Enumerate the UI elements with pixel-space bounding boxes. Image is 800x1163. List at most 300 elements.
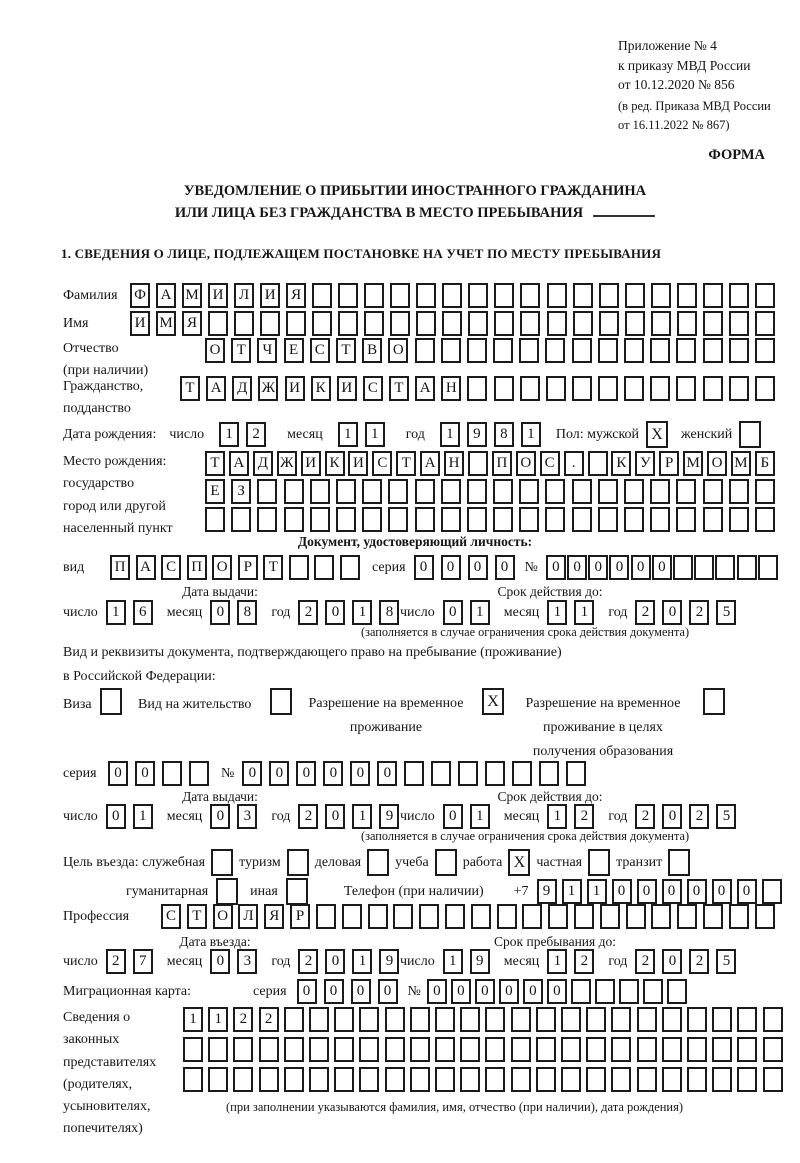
char-cell[interactable] <box>419 904 439 929</box>
char-cell[interactable] <box>561 1037 581 1062</box>
checkbox-cell[interactable] <box>100 688 122 715</box>
char-cell[interactable] <box>755 479 775 504</box>
char-cell[interactable] <box>208 311 228 336</box>
char-cell[interactable] <box>729 338 749 363</box>
char-cell[interactable] <box>536 1037 556 1062</box>
char-cell[interactable] <box>284 479 304 504</box>
char-cell[interactable]: 0 <box>468 555 488 580</box>
char-cell[interactable] <box>755 904 775 929</box>
char-cell[interactable]: П <box>187 555 207 580</box>
char-cell[interactable]: 0 <box>451 979 471 1004</box>
char-cell[interactable]: О <box>388 338 408 363</box>
char-cell[interactable]: 0 <box>106 804 126 829</box>
char-cell[interactable]: О <box>213 904 233 929</box>
char-cell[interactable]: М <box>156 311 176 336</box>
char-cell[interactable] <box>547 283 567 308</box>
char-cell[interactable]: 1 <box>352 600 372 625</box>
char-cell[interactable] <box>385 1067 405 1092</box>
char-cell[interactable] <box>416 311 436 336</box>
char-cell[interactable]: 0 <box>495 555 515 580</box>
char-cell[interactable]: 0 <box>637 879 657 904</box>
char-cell[interactable]: 0 <box>210 804 230 829</box>
char-cell[interactable]: 0 <box>588 555 608 580</box>
char-cell[interactable]: О <box>707 451 727 476</box>
char-cell[interactable] <box>650 507 670 532</box>
char-cell[interactable]: С <box>161 904 181 929</box>
char-cell[interactable]: С <box>161 555 181 580</box>
char-cell[interactable]: Е <box>284 338 304 363</box>
char-cell[interactable] <box>415 507 435 532</box>
char-cell[interactable]: 5 <box>716 949 736 974</box>
char-cell[interactable] <box>687 1037 707 1062</box>
char-cell[interactable]: У <box>635 451 655 476</box>
char-cell[interactable] <box>189 761 209 786</box>
char-cell[interactable] <box>737 1007 757 1032</box>
char-cell[interactable] <box>572 376 592 401</box>
char-cell[interactable] <box>673 555 693 580</box>
char-cell[interactable] <box>362 479 382 504</box>
char-cell[interactable] <box>485 1007 505 1032</box>
char-cell[interactable]: 1 <box>352 804 372 829</box>
char-cell[interactable] <box>755 283 775 308</box>
char-cell[interactable] <box>561 1067 581 1092</box>
char-cell[interactable]: 0 <box>325 804 345 829</box>
char-cell[interactable] <box>703 904 723 929</box>
char-cell[interactable] <box>737 555 757 580</box>
char-cell[interactable] <box>460 1007 480 1032</box>
char-cell[interactable] <box>467 376 487 401</box>
char-cell[interactable]: 2 <box>689 949 709 974</box>
char-cell[interactable] <box>467 507 487 532</box>
char-cell[interactable] <box>588 451 608 476</box>
char-cell[interactable] <box>368 904 388 929</box>
char-cell[interactable]: 5 <box>716 804 736 829</box>
char-cell[interactable] <box>703 507 723 532</box>
char-cell[interactable]: Н <box>444 451 464 476</box>
char-cell[interactable]: 0 <box>414 555 434 580</box>
char-cell[interactable] <box>729 311 749 336</box>
char-cell[interactable] <box>650 479 670 504</box>
char-cell[interactable]: 9 <box>379 949 399 974</box>
char-cell[interactable] <box>410 1067 430 1092</box>
char-cell[interactable] <box>547 311 567 336</box>
char-cell[interactable] <box>415 479 435 504</box>
checkbox-cell[interactable] <box>367 849 389 876</box>
char-cell[interactable] <box>762 879 782 904</box>
char-cell[interactable]: 1 <box>133 804 153 829</box>
char-cell[interactable] <box>259 1037 279 1062</box>
char-cell[interactable] <box>336 479 356 504</box>
char-cell[interactable]: Т <box>205 451 225 476</box>
char-cell[interactable] <box>694 555 714 580</box>
char-cell[interactable] <box>703 283 723 308</box>
char-cell[interactable] <box>729 507 749 532</box>
char-cell[interactable] <box>677 283 697 308</box>
char-cell[interactable] <box>703 376 723 401</box>
char-cell[interactable]: 5 <box>716 600 736 625</box>
char-cell[interactable] <box>611 1007 631 1032</box>
char-cell[interactable] <box>314 555 334 580</box>
char-cell[interactable] <box>676 507 696 532</box>
char-cell[interactable]: 1 <box>547 804 567 829</box>
char-cell[interactable] <box>586 1007 606 1032</box>
char-cell[interactable]: Т <box>396 451 416 476</box>
char-cell[interactable]: 0 <box>350 761 370 786</box>
char-cell[interactable]: 0 <box>443 600 463 625</box>
char-cell[interactable]: 2 <box>259 1007 279 1032</box>
checkbox-cell[interactable] <box>668 849 690 876</box>
char-cell[interactable]: И <box>301 451 321 476</box>
char-cell[interactable] <box>385 1007 405 1032</box>
char-cell[interactable] <box>729 376 749 401</box>
char-cell[interactable]: 2 <box>635 804 655 829</box>
char-cell[interactable] <box>467 338 487 363</box>
char-cell[interactable] <box>390 311 410 336</box>
char-cell[interactable]: С <box>310 338 330 363</box>
char-cell[interactable] <box>598 376 618 401</box>
char-cell[interactable]: 0 <box>662 600 682 625</box>
char-cell[interactable] <box>651 311 671 336</box>
char-cell[interactable]: Т <box>389 376 409 401</box>
char-cell[interactable]: 0 <box>712 879 732 904</box>
char-cell[interactable] <box>715 555 735 580</box>
char-cell[interactable]: 0 <box>323 761 343 786</box>
char-cell[interactable] <box>519 338 539 363</box>
char-cell[interactable]: 0 <box>325 600 345 625</box>
char-cell[interactable] <box>289 555 309 580</box>
char-cell[interactable] <box>512 761 532 786</box>
checkbox-cell[interactable] <box>287 849 309 876</box>
char-cell[interactable]: Т <box>263 555 283 580</box>
char-cell[interactable] <box>431 761 451 786</box>
char-cell[interactable] <box>598 338 618 363</box>
char-cell[interactable] <box>637 1007 657 1032</box>
char-cell[interactable] <box>626 904 646 929</box>
char-cell[interactable] <box>336 507 356 532</box>
char-cell[interactable] <box>651 283 671 308</box>
char-cell[interactable] <box>415 338 435 363</box>
char-cell[interactable]: 1 <box>208 1007 228 1032</box>
char-cell[interactable] <box>536 1007 556 1032</box>
char-cell[interactable]: Т <box>187 904 207 929</box>
char-cell[interactable]: 1 <box>547 600 567 625</box>
char-cell[interactable]: 2 <box>233 1007 253 1032</box>
char-cell[interactable] <box>676 338 696 363</box>
char-cell[interactable]: А <box>420 451 440 476</box>
char-cell[interactable] <box>624 507 644 532</box>
char-cell[interactable]: А <box>229 451 249 476</box>
char-cell[interactable]: . <box>564 451 584 476</box>
char-cell[interactable] <box>703 311 723 336</box>
char-cell[interactable] <box>334 1007 354 1032</box>
checkbox-cell[interactable] <box>211 849 233 876</box>
char-cell[interactable] <box>388 507 408 532</box>
char-cell[interactable]: 9 <box>470 949 490 974</box>
checkbox-cell[interactable] <box>739 421 761 448</box>
char-cell[interactable] <box>442 311 462 336</box>
char-cell[interactable]: 2 <box>298 600 318 625</box>
char-cell[interactable] <box>546 376 566 401</box>
char-cell[interactable]: 0 <box>427 979 447 1004</box>
char-cell[interactable] <box>571 979 591 1004</box>
char-cell[interactable]: К <box>311 376 331 401</box>
checkbox-cell[interactable] <box>435 849 457 876</box>
char-cell[interactable] <box>385 1037 405 1062</box>
char-cell[interactable] <box>183 1037 203 1062</box>
char-cell[interactable]: 8 <box>237 600 257 625</box>
char-cell[interactable]: 1 <box>470 600 490 625</box>
char-cell[interactable] <box>441 338 461 363</box>
char-cell[interactable] <box>493 338 513 363</box>
char-cell[interactable]: 0 <box>443 804 463 829</box>
char-cell[interactable] <box>662 1007 682 1032</box>
char-cell[interactable]: 3 <box>237 804 257 829</box>
checkbox-cell[interactable] <box>588 849 610 876</box>
char-cell[interactable]: 0 <box>652 555 672 580</box>
char-cell[interactable]: 1 <box>183 1007 203 1032</box>
char-cell[interactable] <box>284 507 304 532</box>
char-cell[interactable]: Я <box>182 311 202 336</box>
char-cell[interactable]: 0 <box>547 979 567 1004</box>
char-cell[interactable]: 0 <box>324 979 344 1004</box>
char-cell[interactable]: 2 <box>635 949 655 974</box>
char-cell[interactable]: 1 <box>443 949 463 974</box>
char-cell[interactable] <box>208 1037 228 1062</box>
char-cell[interactable] <box>410 1037 430 1062</box>
char-cell[interactable] <box>573 283 593 308</box>
char-cell[interactable]: 0 <box>609 555 629 580</box>
char-cell[interactable] <box>624 376 644 401</box>
char-cell[interactable] <box>364 311 384 336</box>
char-cell[interactable] <box>442 283 462 308</box>
char-cell[interactable] <box>637 1037 657 1062</box>
char-cell[interactable] <box>703 338 723 363</box>
char-cell[interactable] <box>599 311 619 336</box>
char-cell[interactable]: 0 <box>210 600 230 625</box>
char-cell[interactable]: 0 <box>441 555 461 580</box>
char-cell[interactable]: И <box>130 311 150 336</box>
char-cell[interactable] <box>755 507 775 532</box>
char-cell[interactable]: О <box>516 451 536 476</box>
char-cell[interactable]: О <box>212 555 232 580</box>
char-cell[interactable] <box>467 479 487 504</box>
char-cell[interactable] <box>493 479 513 504</box>
char-cell[interactable] <box>712 1037 732 1062</box>
char-cell[interactable] <box>598 479 618 504</box>
char-cell[interactable] <box>763 1007 783 1032</box>
char-cell[interactable] <box>334 1067 354 1092</box>
char-cell[interactable] <box>404 761 424 786</box>
char-cell[interactable]: 0 <box>135 761 155 786</box>
char-cell[interactable] <box>233 1037 253 1062</box>
char-cell[interactable]: Р <box>659 451 679 476</box>
char-cell[interactable] <box>520 376 540 401</box>
char-cell[interactable]: 2 <box>574 949 594 974</box>
char-cell[interactable] <box>362 507 382 532</box>
char-cell[interactable] <box>260 311 280 336</box>
char-cell[interactable]: Я <box>264 904 284 929</box>
char-cell[interactable] <box>342 904 362 929</box>
checkbox-cell[interactable] <box>216 878 238 905</box>
char-cell[interactable] <box>511 1007 531 1032</box>
char-cell[interactable]: 2 <box>689 600 709 625</box>
char-cell[interactable] <box>162 761 182 786</box>
char-cell[interactable] <box>468 451 488 476</box>
char-cell[interactable] <box>338 311 358 336</box>
char-cell[interactable] <box>755 376 775 401</box>
char-cell[interactable]: 1 <box>352 949 372 974</box>
char-cell[interactable] <box>410 1007 430 1032</box>
char-cell[interactable]: 0 <box>242 761 262 786</box>
char-cell[interactable]: 2 <box>574 804 594 829</box>
char-cell[interactable] <box>650 376 670 401</box>
checkbox-cell[interactable] <box>270 688 292 715</box>
char-cell[interactable]: 0 <box>567 555 587 580</box>
char-cell[interactable] <box>566 761 586 786</box>
char-cell[interactable]: 6 <box>133 600 153 625</box>
char-cell[interactable]: 0 <box>523 979 543 1004</box>
char-cell[interactable]: К <box>325 451 345 476</box>
char-cell[interactable] <box>729 283 749 308</box>
char-cell[interactable]: 1 <box>574 600 594 625</box>
char-cell[interactable]: Д <box>253 451 273 476</box>
char-cell[interactable]: 0 <box>377 761 397 786</box>
char-cell[interactable]: Б <box>755 451 775 476</box>
char-cell[interactable] <box>435 1067 455 1092</box>
char-cell[interactable] <box>458 761 478 786</box>
char-cell[interactable]: 1 <box>562 879 582 904</box>
char-cell[interactable]: 0 <box>297 979 317 1004</box>
char-cell[interactable] <box>284 1007 304 1032</box>
char-cell[interactable] <box>468 311 488 336</box>
char-cell[interactable] <box>494 376 514 401</box>
char-cell[interactable] <box>338 283 358 308</box>
char-cell[interactable] <box>388 479 408 504</box>
char-cell[interactable] <box>619 979 639 1004</box>
char-cell[interactable] <box>586 1037 606 1062</box>
char-cell[interactable] <box>310 507 330 532</box>
char-cell[interactable] <box>545 507 565 532</box>
char-cell[interactable] <box>359 1037 379 1062</box>
char-cell[interactable] <box>763 1037 783 1062</box>
char-cell[interactable] <box>208 1067 228 1092</box>
char-cell[interactable] <box>572 338 592 363</box>
char-cell[interactable]: С <box>540 451 560 476</box>
char-cell[interactable] <box>183 1067 203 1092</box>
char-cell[interactable] <box>677 311 697 336</box>
char-cell[interactable]: Т <box>231 338 251 363</box>
char-cell[interactable] <box>519 479 539 504</box>
char-cell[interactable] <box>758 555 778 580</box>
char-cell[interactable]: А <box>206 376 226 401</box>
char-cell[interactable]: 0 <box>631 555 651 580</box>
char-cell[interactable]: Ж <box>258 376 278 401</box>
char-cell[interactable]: 1 <box>338 422 358 447</box>
char-cell[interactable] <box>611 1067 631 1092</box>
char-cell[interactable] <box>471 904 491 929</box>
char-cell[interactable] <box>284 1067 304 1092</box>
char-cell[interactable] <box>259 1067 279 1092</box>
char-cell[interactable] <box>545 479 565 504</box>
char-cell[interactable] <box>729 479 749 504</box>
char-cell[interactable]: М <box>683 451 703 476</box>
char-cell[interactable]: 1 <box>521 422 541 447</box>
char-cell[interactable] <box>205 507 225 532</box>
char-cell[interactable] <box>519 507 539 532</box>
char-cell[interactable]: 0 <box>662 804 682 829</box>
char-cell[interactable] <box>574 904 594 929</box>
char-cell[interactable] <box>729 904 749 929</box>
char-cell[interactable] <box>441 507 461 532</box>
char-cell[interactable]: 0 <box>351 979 371 1004</box>
char-cell[interactable] <box>286 311 306 336</box>
char-cell[interactable] <box>600 904 620 929</box>
char-cell[interactable] <box>687 1067 707 1092</box>
char-cell[interactable]: Ч <box>257 338 277 363</box>
char-cell[interactable] <box>651 904 671 929</box>
char-cell[interactable] <box>284 1037 304 1062</box>
checkbox-cell[interactable] <box>703 688 725 715</box>
char-cell[interactable] <box>334 1037 354 1062</box>
char-cell[interactable] <box>522 904 542 929</box>
char-cell[interactable] <box>536 1067 556 1092</box>
char-cell[interactable] <box>485 1037 505 1062</box>
char-cell[interactable] <box>737 1037 757 1062</box>
char-cell[interactable] <box>497 904 517 929</box>
char-cell[interactable] <box>737 1067 757 1092</box>
char-cell[interactable]: И <box>348 451 368 476</box>
char-cell[interactable] <box>257 479 277 504</box>
char-cell[interactable]: А <box>415 376 435 401</box>
char-cell[interactable]: Т <box>180 376 200 401</box>
char-cell[interactable] <box>676 479 696 504</box>
char-cell[interactable]: 1 <box>365 422 385 447</box>
char-cell[interactable]: 2 <box>246 422 266 447</box>
char-cell[interactable] <box>599 283 619 308</box>
char-cell[interactable] <box>650 338 670 363</box>
char-cell[interactable]: 0 <box>475 979 495 1004</box>
char-cell[interactable]: 0 <box>612 879 632 904</box>
char-cell[interactable] <box>231 507 251 532</box>
char-cell[interactable] <box>441 479 461 504</box>
char-cell[interactable]: 0 <box>662 949 682 974</box>
char-cell[interactable] <box>485 1067 505 1092</box>
char-cell[interactable]: М <box>182 283 202 308</box>
char-cell[interactable]: З <box>231 479 251 504</box>
char-cell[interactable] <box>643 979 663 1004</box>
char-cell[interactable]: 0 <box>210 949 230 974</box>
char-cell[interactable] <box>511 1067 531 1092</box>
char-cell[interactable]: И <box>337 376 357 401</box>
char-cell[interactable]: А <box>136 555 156 580</box>
char-cell[interactable]: 9 <box>537 879 557 904</box>
char-cell[interactable]: 1 <box>587 879 607 904</box>
checkbox-cell[interactable] <box>286 878 308 905</box>
char-cell[interactable] <box>561 1007 581 1032</box>
char-cell[interactable]: 3 <box>237 949 257 974</box>
char-cell[interactable] <box>625 283 645 308</box>
char-cell[interactable]: 9 <box>379 804 399 829</box>
char-cell[interactable] <box>667 979 687 1004</box>
char-cell[interactable]: М <box>731 451 751 476</box>
char-cell[interactable]: 0 <box>325 949 345 974</box>
char-cell[interactable] <box>586 1067 606 1092</box>
char-cell[interactable]: Н <box>441 376 461 401</box>
char-cell[interactable] <box>712 1067 732 1092</box>
char-cell[interactable] <box>662 1037 682 1062</box>
char-cell[interactable]: 0 <box>378 979 398 1004</box>
checkbox-cell[interactable]: X <box>482 688 504 715</box>
